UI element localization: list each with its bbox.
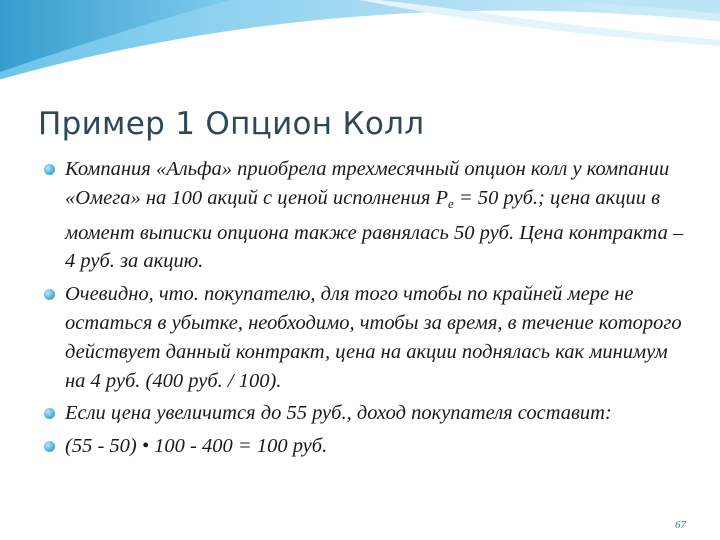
bullet-text: Компания «Альфа» приобрела трехмесячный опцион колл у компании «Омега» на 100 акций с ценой исполнения P bbox=[65, 158, 670, 209]
page-number: 67 bbox=[675, 519, 686, 531]
bullet-item bbox=[44, 432, 684, 461]
bullet-item bbox=[44, 155, 684, 276]
bullet-dot-icon bbox=[44, 289, 55, 300]
slide-title: Пример 1 Опцион Колл bbox=[38, 106, 425, 142]
bullet-item bbox=[44, 280, 684, 395]
bullet-dot-icon bbox=[44, 164, 55, 175]
bullet-text: (55 - 50) • 100 - 400 = 100 руб. bbox=[65, 435, 328, 458]
subscript-text: e bbox=[448, 195, 454, 211]
bullet-text-continued: = 50 руб.; цена акции в момент выписки опциона также равнялась 50 руб. Цена контракта – 4 руб. за акцию. bbox=[65, 186, 684, 273]
bullet-text: Если цена увеличится до 55 руб., доход покупателя составит: bbox=[65, 402, 612, 425]
bullet-list bbox=[44, 155, 684, 465]
bullet-item bbox=[44, 399, 684, 428]
bullet-dot-icon bbox=[44, 408, 55, 419]
header-banner-decoration bbox=[0, 0, 720, 120]
bullet-dot-icon bbox=[44, 441, 55, 452]
bullet-text: Очевидно, что. покупателю, для того чтобы по крайней мере не остаться в убытке, необходимо, чтобы за время, в течение которого действует данный контракт, цена на акции поднялась как минимум на 4 руб. (400 руб. / 100). bbox=[65, 283, 682, 392]
